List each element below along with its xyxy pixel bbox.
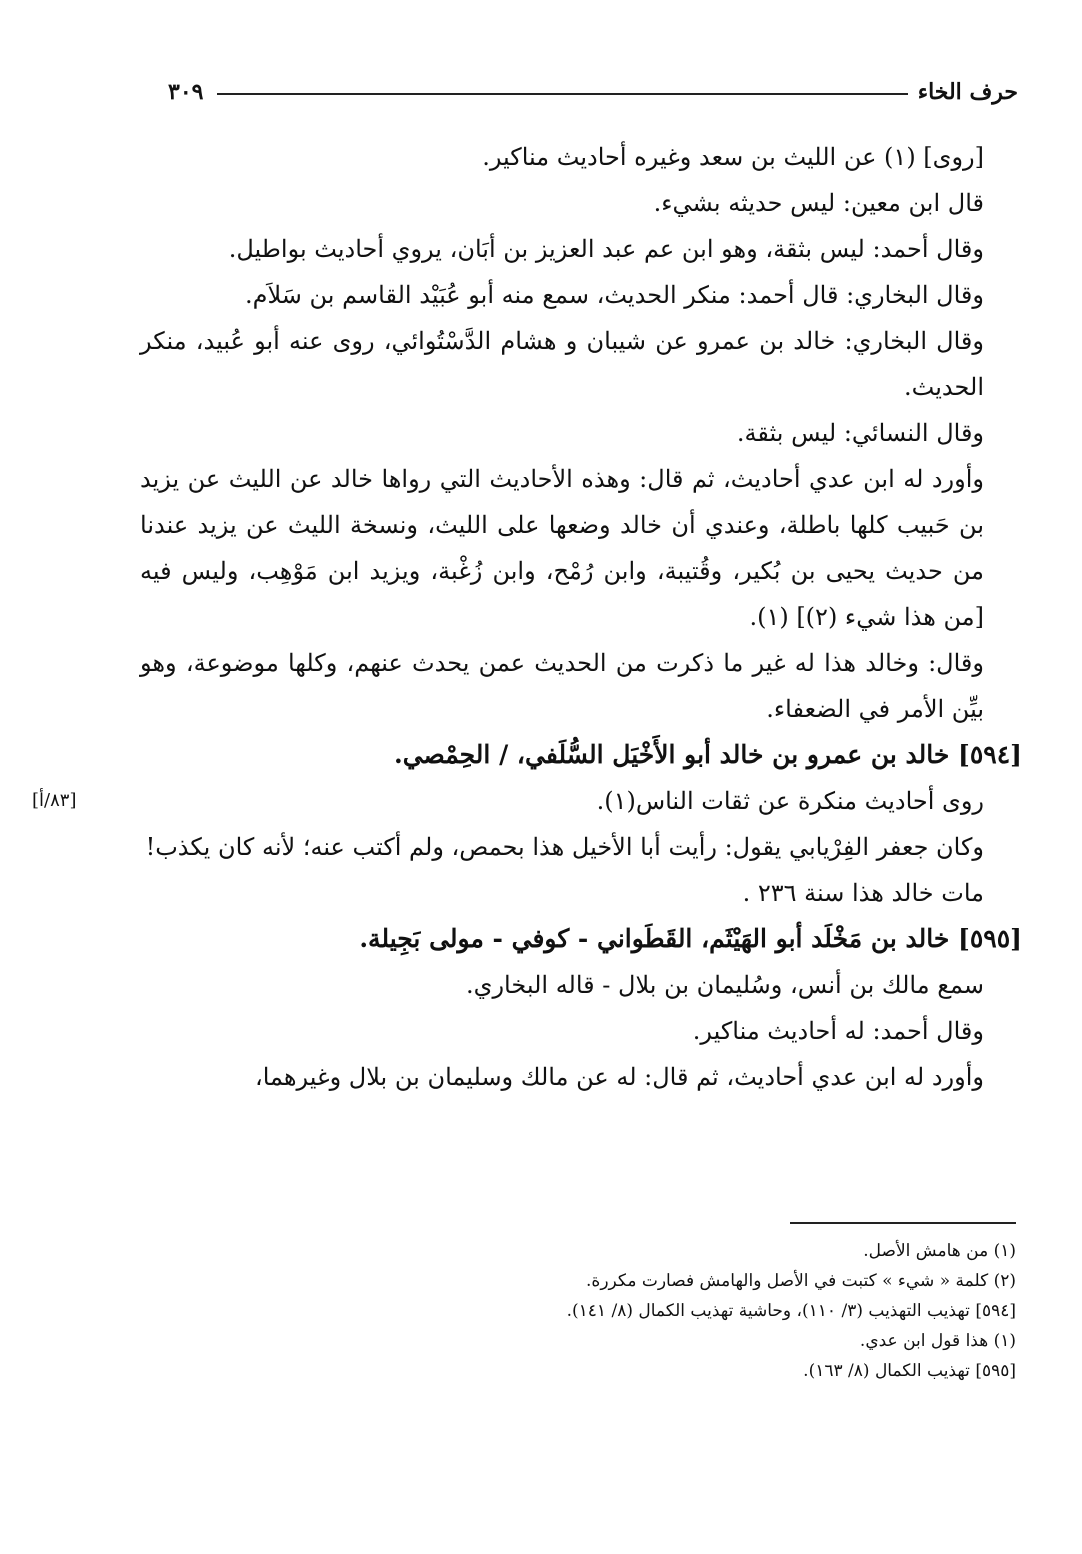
page-number: ٣٠٩ [168,79,204,105]
main-text [140,134,1022,1100]
paragraph: وأورد له ابن عدي أحاديث، ثم قال: له عن مالك وسليمان بن بلال وغيرهما، [254,1063,984,1091]
paragraph: وقال أحمد: له أحاديث مناكير. [692,1017,984,1045]
footnote: [٥٩٤] تهذيب التهذيب (٣/ ١١٠)، وحاشية تهذيب الكمال (٨/ ١٤١). [566,1301,1016,1321]
header-title: حرف الخاء [917,79,1018,105]
paragraph: وقال البخاري: قال أحمد: منكر الحديث، سمع منه أبو عُبَيْد القاسم بن سَلاَم. [244,281,984,309]
paragraph: [روى] (١) عن الليث بن سعد وغيره أحاديث مناكير. [482,143,984,171]
margin-folio-reference: [٨٣/أ] [32,790,77,811]
footnotes [300,1236,1016,1386]
paragraph: مات خالد هذا سنة ٢٣٦ . [742,879,984,907]
entry-heading-595: [٥٩٥] خالد بن مَخْلَد أبو الهَيْثَم، القَطَواني - كوفي - مولى بَجِيلة. [359,924,1022,953]
footnote: (١) من هامش الأصل. [863,1241,1016,1261]
footnote-rule [790,1222,1016,1224]
running-header [168,72,1018,112]
paragraph: وقال البخاري: خالد بن عمرو عن شيبان و هشام الدَّسْتُوائي، روى عنه أبو عُبيد، منكر الحديث. [140,327,984,401]
footnote: (٢) كلمة « شيء » كتبت في الأصل والهامش فصارت مكررة. [586,1271,1016,1291]
paragraph: وقال: وخالد هذا له غير ما ذكرت من الحديث عمن يحدث عنهم، وكلها موضوعة، وهو بيِّن الأمر في الضعفاء. [140,649,984,723]
paragraph: وقال النسائي: ليس بثقة. [736,419,984,447]
footnote: [٥٩٥] تهذيب الكمال (٨/ ١٦٣). [803,1361,1016,1381]
paragraph: وأورد له ابن عدي أحاديث، ثم قال: وهذه الأحاديث التي رواها خالد عن الليث عن يزيد بن حَبيب كلها باطلة، وعندي أن خالد وضعها على الليث، ونسخة الليث عن يزيد عندنا من حديث يحيى بن بُكير، وقُتيبة، وابن رُمْح، وابن زُغْبة، ويزيد ابن مَوْهِب، وليس فيه [من هذا شيء (٢)] (١). [140,465,984,631]
paragraph: سمع مالك بن أنس، وسُليمان بن بلال - قاله البخاري. [466,971,984,999]
entry-heading-594: [٥٩٤] خالد بن عمرو بن خالد أبو الأَخْيَل السُّلَفي، / الحِمْصي. [394,740,1022,769]
paragraph: وكان جعفر الفِرْيابي يقول: رأيت أبا الأخيل هذا بحمص، ولم أكتب عنه؛ لأنه كان يكذب! [145,833,984,861]
paragraph: قال ابن معين: ليس حديثه بشيء. [653,189,984,217]
paragraph: روى أحاديث منكرة عن ثقات الناس(١). [596,787,984,815]
paragraph: وقال أحمد: ليس بثقة، وهو ابن عم عبد العزيز بن أبَان، يروي أحاديث بواطيل. [228,235,984,263]
footnote: (١) هذا قول ابن عدي. [859,1331,1016,1351]
header-rule [217,93,907,95]
